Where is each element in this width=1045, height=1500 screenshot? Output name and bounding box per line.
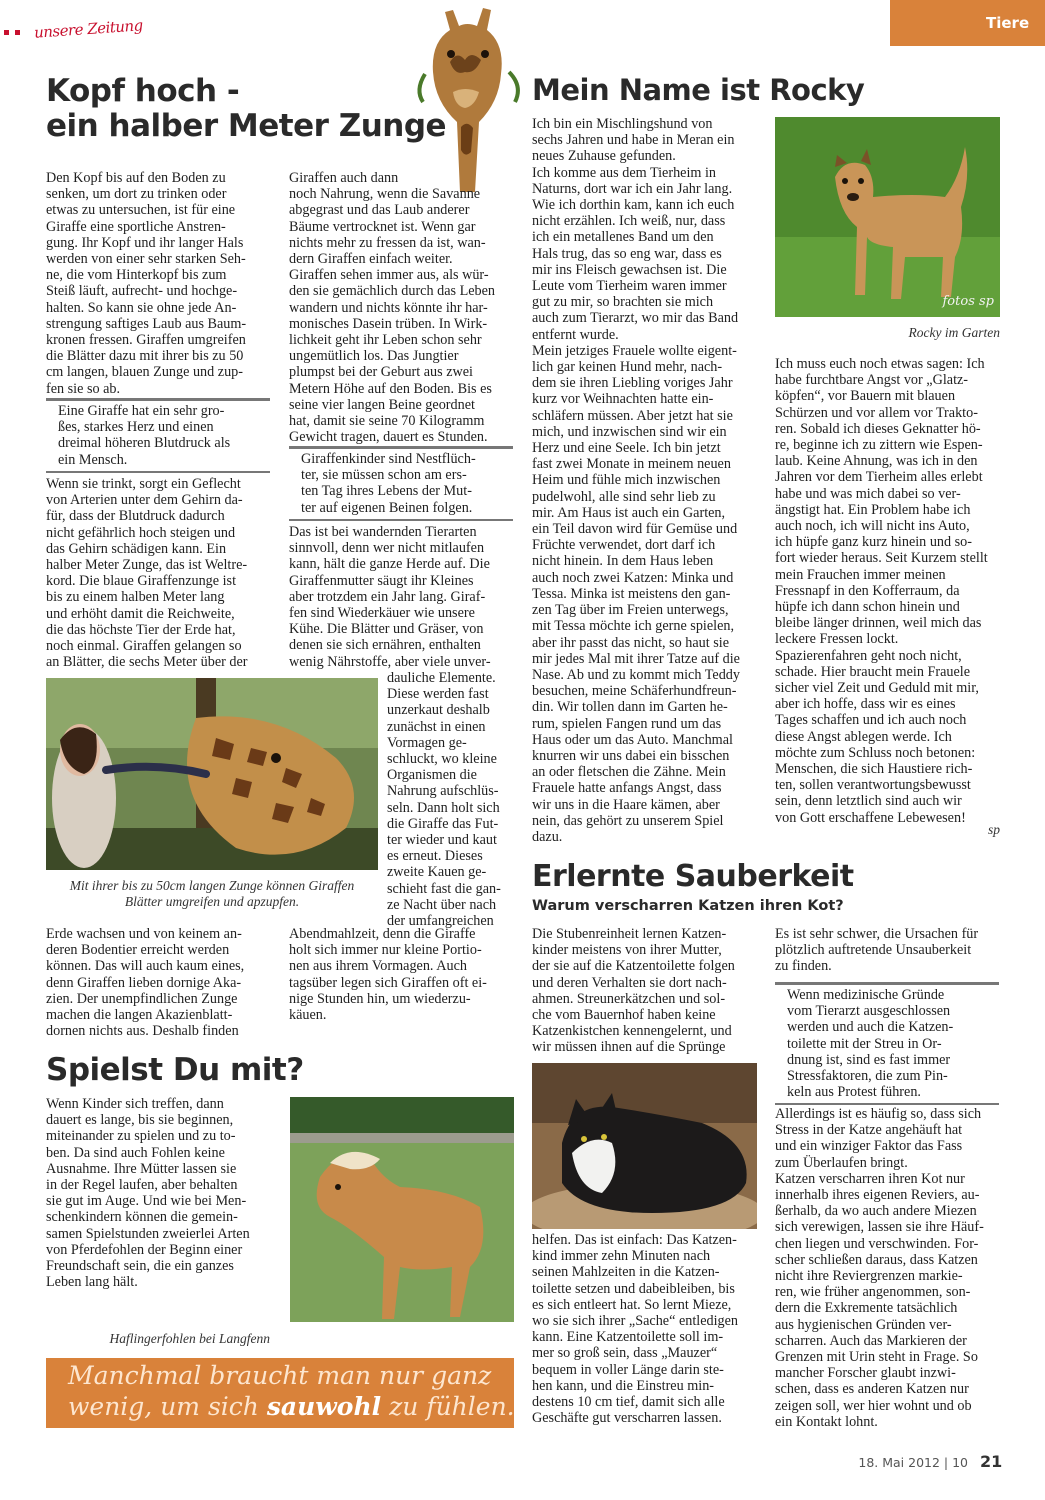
section-tab-label: Tiere	[986, 14, 1030, 32]
giraffe-col1-part1: Den Kopf bis auf den Boden zu senken, um dort zu trinken oder etwas zu untersuchen, ist für eine Giraffe eine sportliche Anstren- gung. Ihr Kopf und ihr langer Hals werden von einer sehr starken Seh- ne, die vom Hinterkopf bis zum Steiß läuft, aufrecht- und hochge- halten. So kann sie ohne jede An- strengung saftiges Laub aus Baum- kronen fressen. Giraffen umgreifen die Blätter dazu mit ihrer bis zu 50 cm langen, blauen Zunge und zup- fen sie so ab.	[46, 170, 247, 397]
cat-col1-part1: Die Stubenreinheit lernen Katzen- kinder meistens von ihrer Mutter, der sie auf die Katzentoilette folgen und deren Verhalten sie dort nach- ahmen. Streunerkätzchen und sol- che vom Bauernhof haben keine Katzenkistchen kennengelernt, und wir müssen ihnen auf die Sprünge	[532, 926, 735, 1056]
giraffe-title-line1: Kopf hoch -	[46, 73, 240, 109]
foal-quote-banner	[46, 1358, 514, 1428]
giraffe-photo-caption: Mit ihrer bis zu 50cm langen Zunge können Giraffen Blätter umgreifen und apzupfen.	[69, 878, 355, 909]
brand-logo: unsere Zeitung	[33, 16, 144, 42]
cat-article-title: Erlernte Sauberkeit	[532, 859, 854, 894]
foal-quote-line1: Manchmal braucht man nur ganz	[68, 1361, 492, 1390]
cat-photo-art	[532, 1063, 757, 1229]
giraffe-head-illustration	[405, 2, 530, 192]
giraffe-col1-part3: Erde wachsen und von keinem an- deren Bodentier erreicht werden können. Das will auch kaum eines, denn Giraffen lieben dornige Aka- zien. Der unempfindlichen Zunge machen die langen Akazienblatt- dornen nichts aus. Deshalb finden	[46, 926, 245, 1040]
giraffe-col2-part4: Abendmahlzeit, denn die Giraffe holt sich immer nur kleine Portio- nen aus ihrem Vormagen. Auch tagsüber legen sich Giraffen oft ei- nige Stunden hin, um wiederzu- käuen.	[289, 926, 487, 1024]
cat-article-subtitle: Warum verscharren Katzen ihren Kot?	[532, 898, 844, 914]
giraffe-title-line2: ein halber Meter Zunge	[46, 108, 447, 144]
rocky-photo-caption: Rocky im Garten	[908, 325, 1000, 340]
giraffe-fact-box-2: Giraffenkinder sind Nestflüch- ter, sie müssen schon am ers- ten Tag ihres Lebens der Mut- ter auf eigenen Beinen folgen.	[289, 446, 513, 521]
giraffe-fact-box-1: Eine Giraffe hat ein sehr gro- ßes, starkes Herz und einen dreimal höheren Blutdruck als ein Mensch.	[46, 398, 270, 473]
rocky-col2: Ich muss euch noch etwas sagen: Ich habe furchtbare Angst vor „Glatz- köpfen“, vor Bauern mit blauen Schürzen und vor allem vor Trakto- ren. Sobald ich dieses Geknatter hö- re, beginne ich zu zittern wie Espen- laub. Keine Ahnung, was ich in den Jahren vor dem Tierheim alles erlebt habe und was mich dabei so ver- ängstigt hat. Ein Problem habe ich auch noch, ich will nicht ins Auto, ich hüpfe ganz kurz hinein und so- fort wieder heraus. Seit Kurzem stellt mein Frauchen immer meinen Fressnapf in den Kofferraum, da hüpfe ich dann schon hinein und bleibe länger drinnen, weil mich das leckere Fressen lockt. Spazierenfahren geht noch nicht, schade. Hier braucht mein Frauele sicher viel Zeit und Geduld mit mir, aber ich hoffe, dass wir es eines Tages schaffen und ich auch noch diese Angst ablegen werde. Ich möchte zum Schluss noch betonen: Menschen, die sich Haustiere rich- ten, sollen verantwortungsbewusst sein, denn letztlich sind auch wir von Gott erschaffene Lebewesen!	[775, 356, 988, 826]
rocky-col1: Ich bin ein Mischlingshund von sechs Jahren und habe in Meran ein neues Zuhause gefunden. Ich komme aus dem Tierheim in Naturns, dort war ich ein Jahr lang. Wie ich dorthin kam, kann ich euch nicht erzählen. Ich weiß, nur, dass ich ein metallenes Band um den Hals trug, das so eng war, dass es mir ins Fleisch gewachsen ist. Die Leute vom Tierheim waren immer gut zu mir, so brachten sie mich auch zum Tierarzt, wo mir das Band entfernt wurde. Mein jetziges Frauele wollte eigent- lich gar keinen Hund mehr, nach- dem sie ihren Liebling voriges Jahr kurz vor Weihnachten hatte ein- schläfern müssen. Aber jetzt hat sie mich, und inzwischen sind wir ein Herz und eine Seele. Ich bin jetzt fast zwei Monate in meinem neuen Heim und fühle mich inzwischen pudelwohl, alle sind sehr lieb zu mir. Am Haus ist auch ein Garten, ein Teil davon wird für Gemüse und Früchte verwendet, dort darf ich nicht hinein. In dem Haus leben auch noch zwei Katzen: Minka und Tessa. Minka ist meistens den gan- zen Tag über im Freien unterwegs, mit Tessa möchte ich gerne spielen, aber ihr passt das nicht, so haut sie mir jedes Mal mit ihrer Tatze auf die Nase. Ab und zu kommt mich Teddy besuchen, meine Schäferhundfreun- din. Wir tollen dann im Garten he- rum, spielen Fangen rund um das Haus oder um das Auto. Manchmal knurren wir uns dabei ein bisschen an oder fletschen die Zähne. Mein Frauele hatte anfangs Angst, dass wir uns in die Haare kämen, aber nein, das gehört zu unserem Spiel dazu.	[532, 116, 740, 845]
foal-quote-line2-bold: sauwohl	[266, 1392, 382, 1421]
foal-quote-line2-post: zu fühlen.	[381, 1392, 515, 1421]
foal-article-title: Spielst Du mit?	[46, 1052, 304, 1088]
giraffe-col2-part1: Giraffen auch dann noch Nahrung, wenn die Savanne abgegrast und das Laub anderer Bäume vertrocknet ist. Wenn gar nichts mehr zu fressen da ist, wan- dern Giraffen einfach weiter. Giraffen sehen immer aus, als wür- den sie gemächlich durch das Leben wandern und nichts könnte ihr har- monisches Dasein trüben. In Wirk- lichkeit geht ihr Leben schon sehr ungemütlich los. Das Jungtier plumpst bei der Geburt aus zwei Metern Höhe auf den Boden. Bis es seine vier langen Beine geordnet hat, damit sie seine 70 Kilogramm Gewicht tragen, dauert es Stunden.	[289, 170, 496, 446]
foal-photo-caption: Haflingerfohlen bei Langfenn	[109, 1331, 270, 1346]
page-number: 21	[980, 1452, 1003, 1471]
rocky-article-title: Mein Name ist Rocky	[532, 73, 865, 107]
cat-photo	[532, 1063, 757, 1229]
giraffe-col2-part3: dauliche Elemente. Diese werden fast unzerkaut deshalb zunächst in einen Vormagen ge- schluckt, wo kleine Organismen die Nahrung aufschlüs- seln. Dann holt sich die Giraffe das Fut- ter wieder und kaut es erneut. Dieses zweite Kauen ge- schieht fast die gan- ze Nacht über nach der umfangreichen	[387, 670, 501, 930]
cat-col2-part2: Allerdings ist es häufig so, dass sich Stress in der Katze angehäuft hat und ein winziger Faktor das Fass zum Überlaufen bringt. Katzen verscharren ihren Kot nur innerhalb ihres eigenen Reviers, au- ßerhalb, da wo auch andere Miezen sich verewigen, lassen sie ihre Häuf- chen liegen und verschwinden. For- scher schließen daraus, dass Katzen nicht ihre Reviergrenzen markie- ren, wie früher angenommen, son- dern die Exkremente tatsächlich aus hygienischen Gründen ver- scharren. Auch das Markieren der Grenzen mit Urin steht in Frage. So mancher Forscher glaubt inzwi- schen, dass es anderen Katzen nur zeigen soll, wer hier wohnt und ob ein Kontakt lohnt.	[775, 1106, 984, 1430]
giraffe-tongue-photo	[46, 678, 378, 870]
foal-photo	[290, 1097, 514, 1322]
foal-photo-art	[290, 1097, 514, 1322]
giraffe-article-title	[46, 74, 446, 144]
header-dot-1	[4, 30, 9, 35]
rocky-signature: sp	[987, 822, 1000, 837]
rocky-photo-credit: fotos sp	[942, 294, 994, 309]
section-tab	[890, 0, 1045, 46]
cat-fact-box: Wenn medizinische Gründe vom Tierarzt ausgeschlossen werden und auch die Katzen- toilette mit der Streu in Or- dnung ist, sind es fast immer Stressfaktoren, die zum Pin- keln aus Protest führen.	[775, 982, 999, 1105]
cat-col1-part2: helfen. Das ist einfach: Das Katzen- kind immer zehn Minuten nach seinen Mahlzeiten in die Katzen- toilette setzen und dabeibleiben, bis es sich entleert hat. So lernt Mieze, wo sie sich ihrer „Sache“ entledigen kann. Eine Katzentoilette soll im- mer so groß sein, dass „Mauzer“ bequem in voller Länge darin ste- hen kann, und die Einstreu min- destens 10 cm tief, damit sich alle Geschäfte gut verscharren lassen.	[532, 1232, 739, 1427]
rocky-dog-photo-art	[775, 117, 1000, 317]
footer-date: 18. Mai 2012 | 10	[858, 1455, 968, 1470]
foal-quote-line2-pre: wenig, um sich	[68, 1392, 267, 1421]
header-dot-2	[15, 30, 20, 35]
giraffe-col2-part2: Das ist bei wandernden Tierarten sinnvoll, denn wer nicht mitlaufen kann, hält die ganze Herde auf. Die Giraffenmutter säugt ihr Kleines aber trotzdem ein Jahr lang. Giraf- fen sind Wiederkäuer wie unsere Kühe. Die Blätter und Gräser, von denen sie sich ernähren, enthalten wenig Nährstoffe, aber viele unver-	[289, 524, 491, 670]
foal-article-body: Wenn Kinder sich treffen, dann dauert es lange, bis sie beginnen, miteinander zu spielen und zu to- ben. Da sind auch Fohlen keine Ausnahme. Ihre Mütter lassen sie in der Regel laufen, aber behalten sie gut im Auge. Und wie bei Men- schenkindern können die gemein- samen Spielstunden zweierlei Arten von Pferdefohlen der Beginn einer Freundschaft sein, die ein ganzes Leben lang hält.	[46, 1096, 250, 1291]
giraffe-tongue-photo-art	[46, 678, 378, 870]
giraffe-col1-part2: Wenn sie trinkt, sorgt ein Geflecht von Arterien unter dem Gehirn da- für, dass der Blutdruck dadurch nicht gefährlich hoch steigen und das Gehirn schädigen kann. Ein halber Meter Zunge, das ist Weltre- kord. Die blaue Giraffenzunge ist bis zu einem halben Meter lang und erhöht damit die Reichweite, die das höchste Tier der Erde hat, noch einmal. Giraffen gelangen so an Blätter, die sechs Meter über der	[46, 476, 248, 671]
foal-quote-line2	[68, 1391, 515, 1422]
cat-col2-part1: Es ist sehr schwer, die Ursachen für plötzlich auftretende Unsauberkeit zu finden.	[775, 926, 979, 975]
rocky-dog-photo	[775, 117, 1000, 317]
